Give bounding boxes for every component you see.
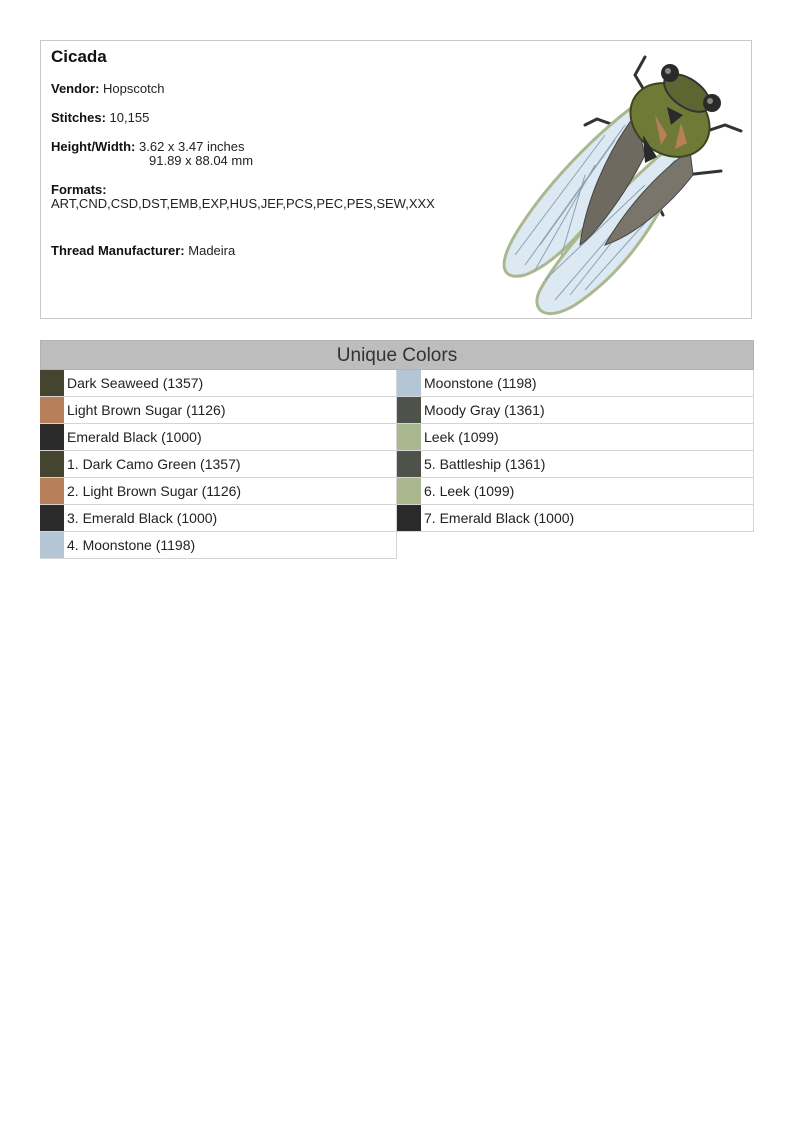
color-label: Emerald Black (1000)	[67, 429, 202, 445]
color-label: 4. Moonstone (1198)	[67, 537, 196, 553]
color-label: Moonstone (1198)	[424, 375, 537, 391]
vendor-field	[51, 81, 164, 96]
formats-field	[51, 183, 491, 211]
color-label: 1. Dark Camo Green (1357)	[67, 456, 241, 472]
stitches-label: Stitches:	[51, 110, 106, 125]
thread-value: Madeira	[188, 243, 236, 258]
color-row	[40, 532, 397, 559]
formats-value: ART,CND,CSD,DST,EMB,EXP,HUS,JEF,PCS,PEC,PES,SEW,XXX	[51, 196, 435, 211]
color-swatch	[40, 424, 64, 450]
design-title: Cicada	[51, 47, 107, 66]
color-label: Light Brown Sugar (1126)	[67, 402, 226, 418]
design-info-card	[40, 40, 752, 319]
color-row	[397, 424, 754, 451]
color-label: 3. Emerald Black (1000)	[67, 510, 218, 526]
thread-label: Thread Manufacturer:	[51, 243, 185, 258]
color-label: Dark Seaweed (1357)	[67, 375, 204, 391]
stitches-field	[51, 110, 149, 125]
color-swatch	[397, 478, 421, 504]
color-swatch	[397, 424, 421, 450]
color-swatch	[40, 451, 64, 477]
height-width-mm: 91.89 x 88.04 mm	[149, 153, 254, 168]
stitches-value: 10,155	[109, 110, 150, 125]
color-swatch	[40, 397, 64, 423]
color-swatch	[40, 478, 64, 504]
vendor-value: Hopscotch	[103, 81, 165, 96]
color-row	[397, 397, 754, 424]
unique-colors-table	[40, 340, 754, 559]
color-row	[40, 451, 397, 478]
color-swatch	[40, 370, 64, 396]
color-swatch	[40, 532, 64, 558]
color-swatch	[397, 505, 421, 531]
color-label: 5. Battleship (1361)	[424, 456, 546, 472]
color-label: 7. Emerald Black (1000)	[424, 510, 575, 526]
color-swatch	[397, 370, 421, 396]
color-row	[397, 370, 754, 397]
color-label: Leek (1099)	[424, 429, 499, 445]
colors-right-column	[397, 370, 754, 559]
color-swatch	[397, 397, 421, 423]
cicada-embroidery-image	[485, 45, 747, 317]
vendor-label: Vendor:	[51, 81, 100, 96]
color-swatch	[397, 451, 421, 477]
color-swatch	[40, 505, 64, 531]
color-row	[397, 505, 754, 532]
color-label: Moody Gray (1361)	[424, 402, 545, 418]
color-row	[40, 397, 397, 424]
color-row	[40, 478, 397, 505]
height-width-label: Height/Width:	[51, 139, 136, 154]
color-label: 6. Leek (1099)	[424, 483, 515, 499]
color-row	[40, 424, 397, 451]
unique-colors-header: Unique Colors	[40, 340, 754, 370]
color-label: 2. Light Brown Sugar (1126)	[67, 483, 242, 499]
color-row	[40, 370, 397, 397]
color-row	[40, 505, 397, 532]
color-row	[397, 478, 754, 505]
formats-label: Formats:	[51, 182, 107, 197]
colors-left-column	[40, 370, 397, 559]
color-row	[397, 451, 754, 478]
height-width-field	[51, 140, 253, 168]
height-width-inches: 3.62 x 3.47 inches	[139, 139, 245, 154]
thread-field	[51, 243, 235, 258]
